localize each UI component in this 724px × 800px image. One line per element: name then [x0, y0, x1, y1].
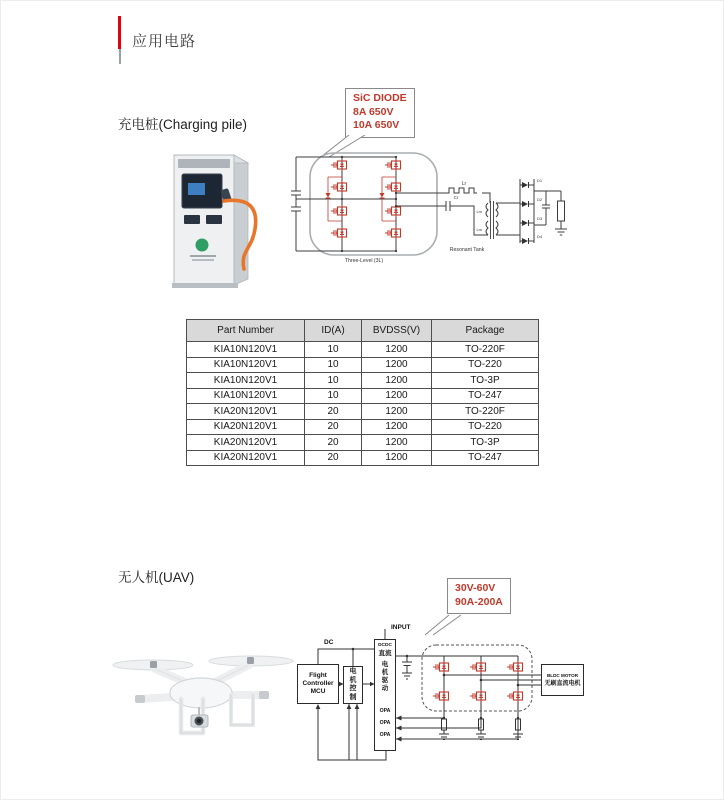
table-header-row [187, 320, 539, 342]
charging-pile-image [164, 147, 266, 295]
section-title-charging: 充电桩(Charging pile) [118, 117, 248, 132]
opa-label: OPA [379, 720, 391, 726]
label-d3: D3 [537, 216, 543, 221]
pile-logo [196, 239, 209, 252]
cell: TO-247 [432, 388, 539, 404]
cell: 20 [305, 450, 362, 466]
mcu-line: Controller [302, 680, 334, 687]
section-title-uav: 无人机(UAV) [118, 570, 195, 585]
table-row [187, 357, 539, 373]
uav-circuit-diagram [294, 623, 624, 773]
dcdc-drive-box [374, 639, 396, 751]
col-header-package: Package [432, 320, 539, 342]
cell: 1200 [362, 450, 432, 466]
col-header-bvdss: BVDSS(V) [362, 320, 432, 342]
opa-label: OPA [379, 732, 391, 738]
cell: KIA10N120V1 [187, 373, 305, 389]
cell: KIA20N120V1 [187, 450, 305, 466]
dcdc-label-cn: 直流 [378, 650, 392, 657]
table-row [187, 404, 539, 420]
col-header-part-number: Part Number [187, 320, 305, 342]
mcu-line: MCU [310, 688, 326, 695]
charging-circuit-diagram [284, 147, 570, 271]
part-spec-table [186, 319, 539, 466]
cell: TO-3P [432, 435, 539, 451]
cell: TO-220F [432, 404, 539, 420]
motor-drive-label: 电机驱动 [381, 661, 389, 692]
cell: 10 [305, 342, 362, 358]
cell: KIA10N120V1 [187, 342, 305, 358]
red-accent-bar [118, 16, 121, 49]
col-header-id: ID(A) [305, 320, 362, 342]
bldc-motor-box [541, 664, 584, 696]
dcdc-label-en: DCDC [378, 643, 392, 648]
label-lm2: Lm [476, 227, 482, 232]
cell: KIA20N120V1 [187, 419, 305, 435]
cell: TO-220F [432, 342, 539, 358]
cell: 1200 [362, 388, 432, 404]
mcu-line: Flight [309, 672, 327, 679]
cell: TO-247 [432, 450, 539, 466]
cell: 10 [305, 357, 362, 373]
label-input: INPUT [391, 624, 411, 631]
cell: 1200 [362, 435, 432, 451]
cell: 1200 [362, 342, 432, 358]
label-d2: D2 [537, 197, 543, 202]
label-dc: DC [324, 639, 334, 646]
cell: KIA10N120V1 [187, 388, 305, 404]
motor-control-label: 电机控制 [349, 668, 357, 701]
callout-sic-diode [345, 88, 415, 138]
page-title: 应用电路 [132, 33, 197, 50]
cell: 1200 [362, 419, 432, 435]
cell: TO-220 [432, 357, 539, 373]
label-three-level: Three-Level (3L) [344, 258, 384, 264]
table-row [187, 342, 539, 358]
cell: TO-3P [432, 373, 539, 389]
cell: KIA20N120V1 [187, 435, 305, 451]
cell: 20 [305, 419, 362, 435]
gray-accent-bar [119, 49, 121, 64]
label-d4: D4 [537, 234, 543, 239]
callout-uav-rating [447, 578, 511, 614]
cell: 1200 [362, 357, 432, 373]
cell: 20 [305, 404, 362, 420]
cell: KIA20N120V1 [187, 404, 305, 420]
callout-line: 90A-200A [455, 595, 503, 608]
motor-control-box [343, 666, 363, 704]
bldc-label-en: BLDC MOTOR [546, 673, 579, 678]
table-row [187, 419, 539, 435]
cell: 10 [305, 373, 362, 389]
uav-drone-image [111, 637, 295, 769]
label-lm1: Lm [476, 209, 482, 214]
table-row [187, 373, 539, 389]
cell: TO-220 [432, 419, 539, 435]
callout-line: 8A 650V [353, 105, 394, 118]
label-d1: D1 [537, 178, 543, 183]
table-row [187, 388, 539, 404]
bldc-label-cn: 无刷直流电机 [544, 681, 581, 687]
callout-line: 30V-60V [455, 582, 496, 594]
cell: 1200 [362, 373, 432, 389]
table-row [187, 450, 539, 466]
label-resonant-tank: Resonant Tank [449, 247, 485, 253]
cell: 1200 [362, 404, 432, 420]
cell: 20 [305, 435, 362, 451]
cell: KIA10N120V1 [187, 357, 305, 373]
label-cr: Cr [453, 195, 459, 200]
callout-line: 10A 650V [353, 119, 400, 131]
callout-line: SiC DIODE [353, 92, 407, 104]
opa-label: OPA [379, 708, 391, 714]
flight-controller-box [297, 664, 339, 704]
label-lr: Lr [461, 181, 467, 187]
cell: 10 [305, 388, 362, 404]
table-row [187, 435, 539, 451]
